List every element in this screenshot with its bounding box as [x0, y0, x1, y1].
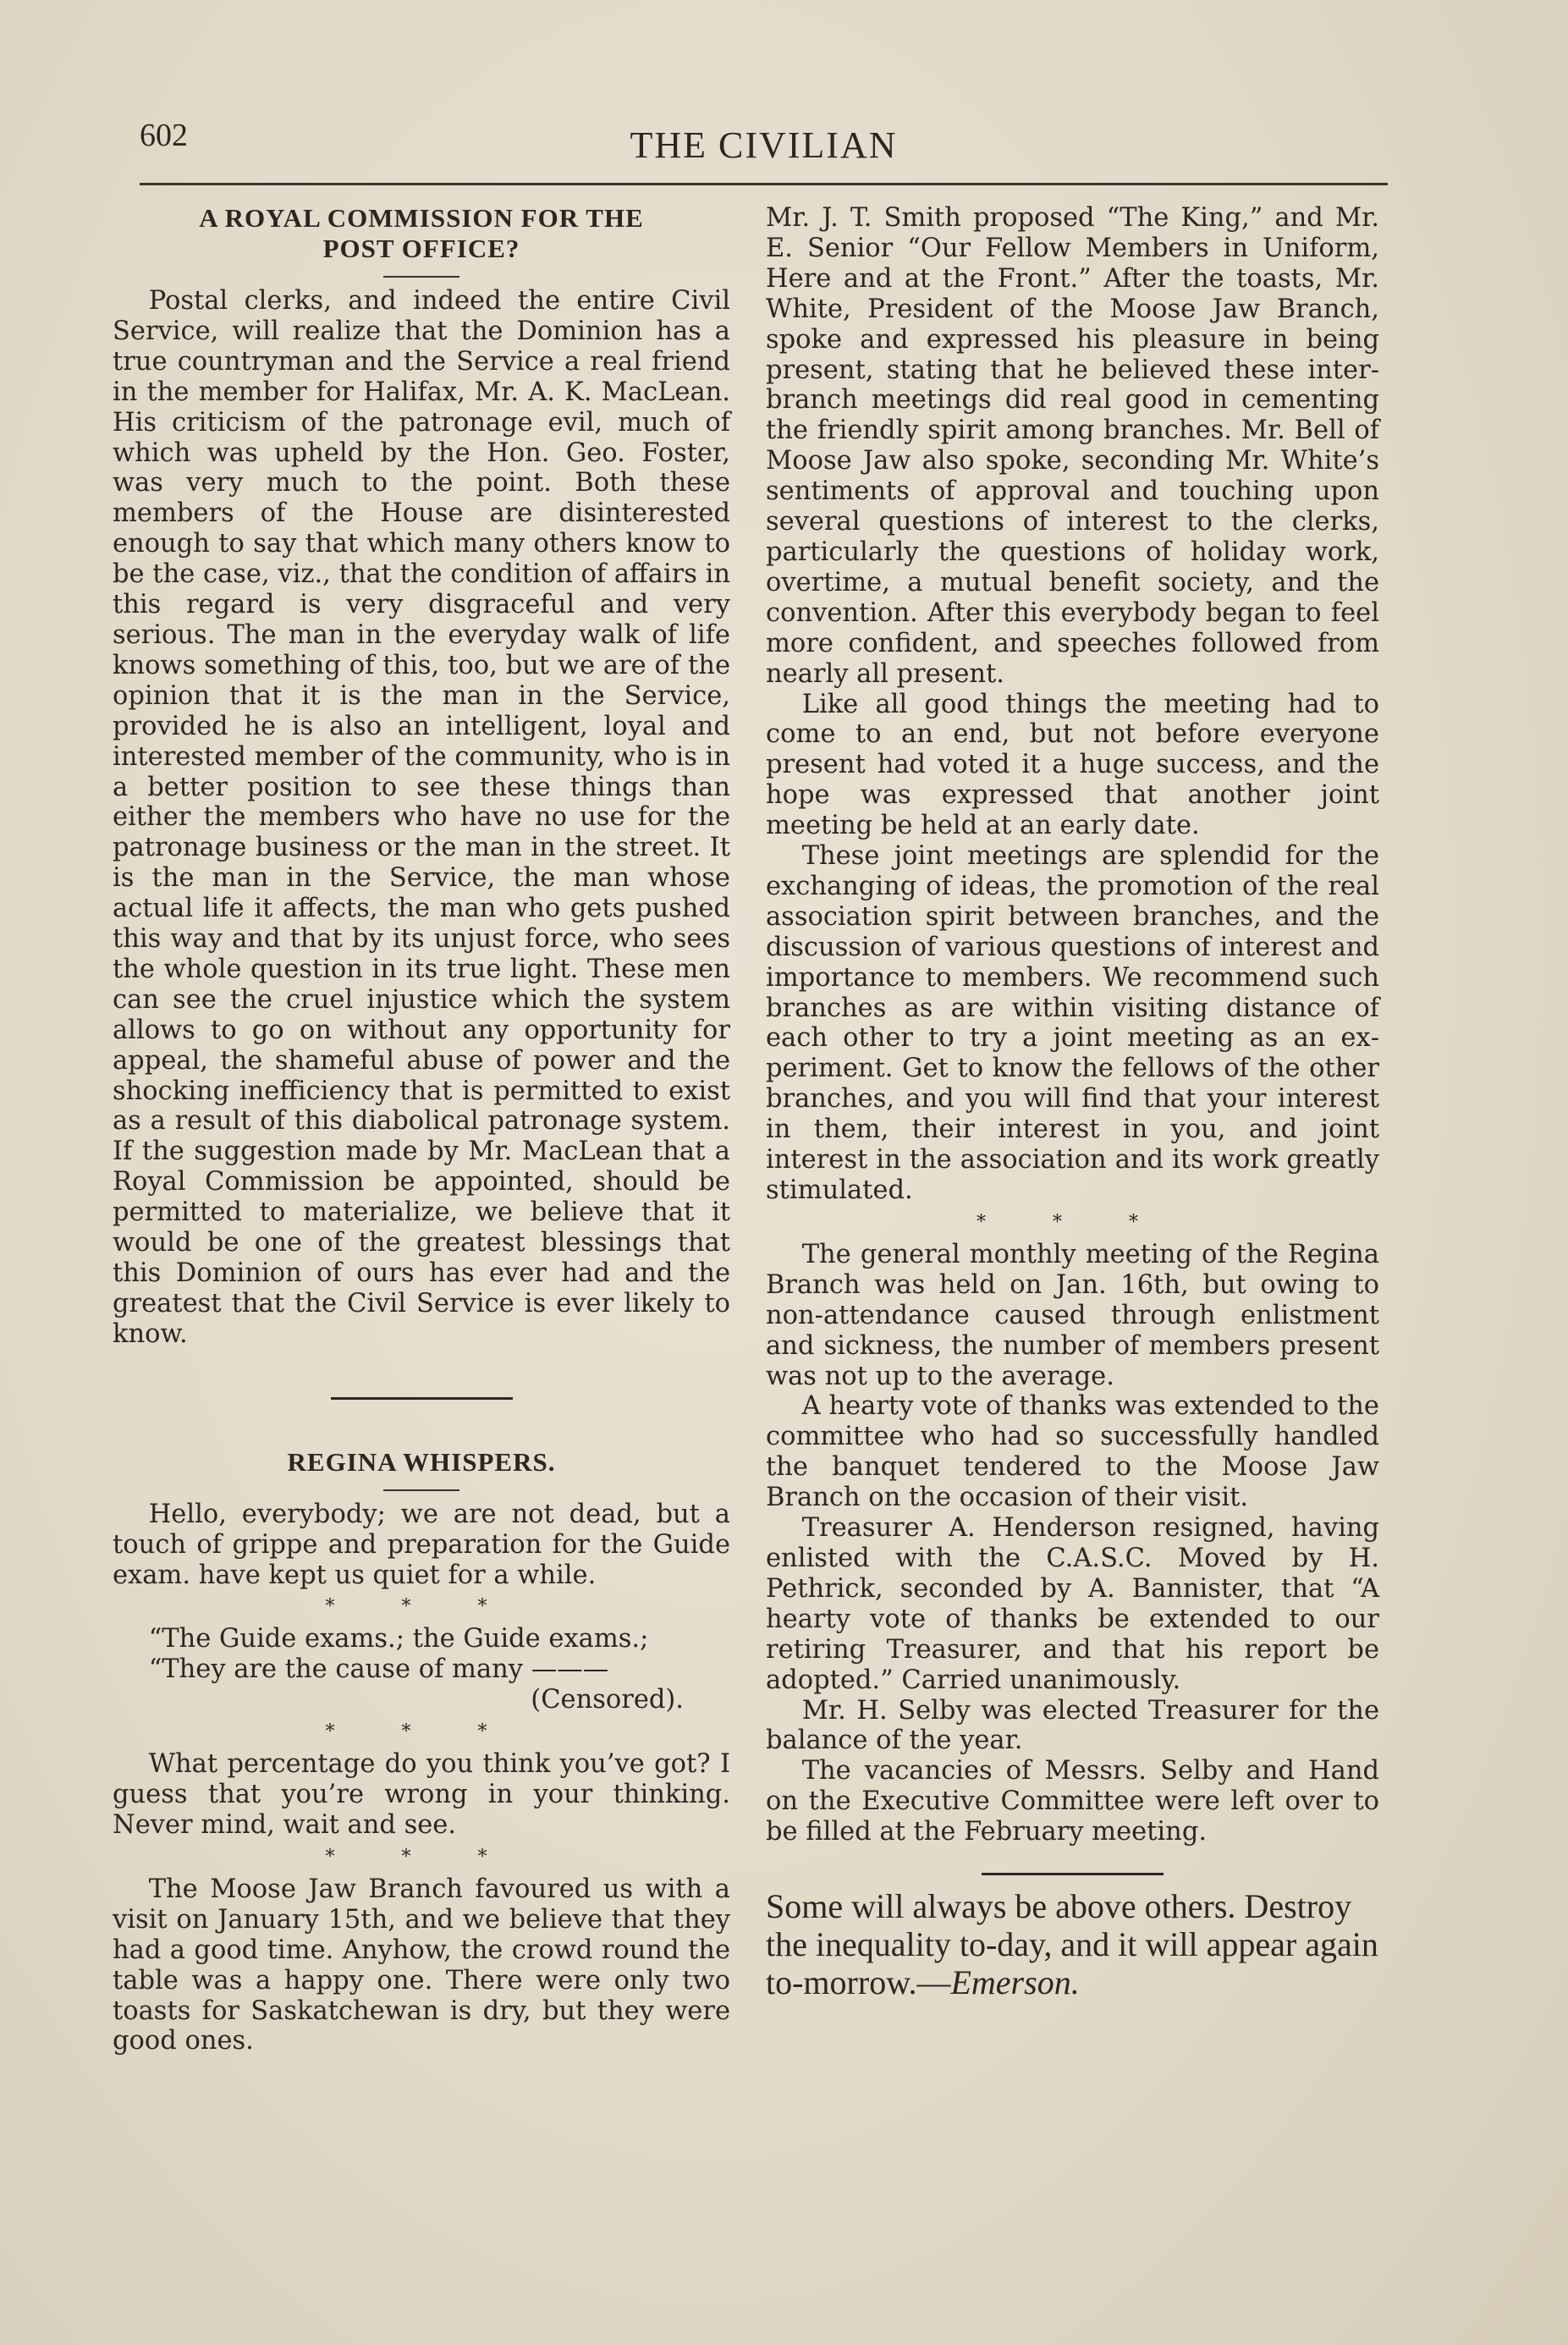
paragraph: The general monthly meeting of the Regina Branch was held on Jan. 16th, but owing to non-attendance caused through enlistment and sickness, the number of members present was not up to the average. — [766, 1239, 1379, 1391]
section-break-stars: * * * — [325, 1596, 518, 1618]
paragraph: Treasurer A. Henderson resigned, having enlisted with the C.A.S.C. Moved by H. Pethrick, seconded by A. Bannister, that “A hearty vote of thanks be extended to our retiring Treasurer, and that his report be adopted.” Carried unanimously. — [766, 1513, 1379, 1695]
quote-author: Emerson. — [950, 1963, 1080, 2002]
paragraph: What percentage do you think you’ve got? I guess that you’re wrong in your thinking. Never mind, wait and see. — [113, 1749, 730, 1840]
paragraph: These joint meetings are splendid for the exchanging of ideas, the promotion of the real association spirit between branches, and the discussion of various questions of interest and importance to members. We recommend such branches as are within visiting distance of each other to try a joint meeting as an experiment. Get to know the fellows of the other branches, and you will find that your interest in them, their interest in you, and joint interest in the association and its work greatly stimulated. — [766, 841, 1379, 1205]
spacer — [113, 1400, 730, 1447]
paragraph: Mr. J. T. Smith proposed “The King,” and Mr. E. Senior “Our Fellow Members in Uniform, Here and at the Front.” After the toasts, Mr. White, President of the Moose Jaw Branch, spoke and expressed his pleasure in being present, stating that he believed these interbranch meetings did real good in cementing the friendly spirit among branches. Mr. Bell of Moose Jaw also spoke, seconding Mr. White’s sentiments of approval and touching upon several questions of interest to the clerks, particularly the questions of holiday work, overtime, a mutual benefit society, and the convention. After this everybody began to feel more confident, and speeches followed from nearly all present. — [766, 203, 1379, 689]
page-header — [140, 117, 1388, 184]
quote-separator-rule — [982, 1873, 1164, 1875]
page-number: 602 — [140, 118, 188, 153]
paragraph: Hello, everybody; we are not dead, but a touch of grippe and preparation for the Guide exam. have kept us quiet for a while. — [113, 1499, 730, 1590]
article-title-line-2: POST OFFICE? — [322, 234, 520, 263]
quote-text: Some will always be above others. Destroy the inequality to-day, and it will appear again to-morrow.— — [766, 1887, 1378, 2002]
section-break-stars: * * * — [325, 1721, 518, 1743]
article-body: Postal clerks, and indeed the entire Civil Service, will realize that the Dominion has a true countryman and the Service a real friend in the member for Halifax, Mr. A. K. MacLean. His criticism of the patronage evil, much of which was upheld by the Hon. Geo. Foster, was very much to the point. Both these members of the House are disinterested enough to say that which many others know to be the case, viz., that the condition of affairs in this regard is very disgraceful and very serious. The man in the everyday walk of life knows something of this, too, but we are of the opinion that it is the man in the Service, provided he is also an intelligent, loyal and interested member of the community, who is in a better position to see these things than either the members who have no use for the patronage business or the man in the street. It is the man in the Service, the man whose actual life it affects, the man who gets pushed this way and that by its unjust force, who sees the whole question in its true light. These men can see the cruel injustice which the system allows to go on without any opportunity for appeal, the shameful abuse of power and the shocking inefficiency that is permitted to exist as a result of this diabolical patronage system. If the suggestion made by Mr. MacLean that a Royal Commission be appointed, should be permitted to materialize, we believe that it would be one of the greatest blessings that this Dominion of ours has ever had and the greatest that the Civil Service is ever likely to know. — [113, 286, 730, 1349]
section-break-stars: * * * — [977, 1211, 1169, 1233]
left-column — [113, 203, 730, 2056]
paragraph: Mr. H. Selby was elected Treasurer for the balance of the year. — [766, 1695, 1379, 1756]
closing-quote — [766, 1887, 1379, 2001]
verse-line-censored: (Censored). — [531, 1685, 684, 1715]
section-break-stars: * * * — [325, 1846, 518, 1868]
header-rule — [140, 183, 1388, 185]
title-rule — [383, 1489, 459, 1491]
right-column — [766, 203, 1379, 2001]
article-title-regina-whispers: REGINA WHISPERS. — [287, 1446, 556, 1477]
paragraph: A hearty vote of thanks was extended to the committee who had so successfully handled the banquet tendered to the Moose Jaw Branch on the occasion of their visit. — [766, 1391, 1379, 1513]
verse-line: “The Guide exams.; the Guide exams.; — [148, 1624, 649, 1654]
spacer — [766, 1847, 1379, 1873]
running-title: THE CIVILIAN — [630, 124, 898, 166]
article-title-royal-commission — [113, 203, 730, 264]
paragraph: The Moose Jaw Branch favoured us with a visit on January 15th, and we believe that they had a good time. Anyhow, the crowd round the table was a happy one. There were only two toasts for Saskatchewan is dry, but they were good ones. — [113, 1874, 730, 2056]
spacer — [113, 1350, 730, 1397]
verse-line: “They are the cause of many ——— — [148, 1654, 609, 1685]
title-rule — [383, 276, 459, 278]
article-title-line-1: A ROYAL COMMISSION FOR THE — [199, 203, 644, 233]
paragraph: The vacancies of Messrs. Selby and Hand on the Executive Committee were left over to be filled at the February meeting. — [766, 1756, 1379, 1847]
paragraph: Like all good things the meeting had to come to an end, but not before everyone present had voted it a huge success, and the hope was expressed that another joint meeting be held at an early date. — [766, 689, 1379, 841]
